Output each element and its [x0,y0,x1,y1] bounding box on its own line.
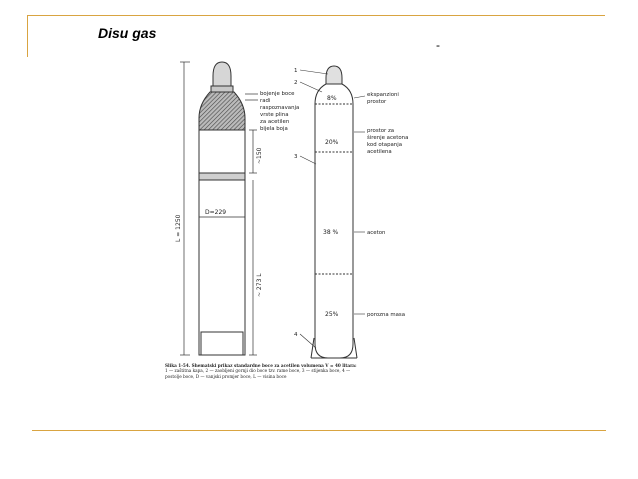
porous-mass-label: porozna masa [367,312,406,318]
stray-dash: - [436,38,440,52]
left-band [199,173,245,180]
figure-caption [165,363,430,379]
slide-title: Disu gas [98,25,157,41]
expansion-label: ekspanzioni [367,92,399,98]
expansion-label: prostor [367,99,387,105]
paint-note-line: bijela boja [260,126,288,132]
dissolve-label: acetilena [367,149,392,155]
acetone-label: aceton [367,230,386,236]
bottom-rule [32,430,606,431]
callout-number: 2 [294,80,298,86]
dissolve-label: kod otapanja [367,142,403,148]
percent-label: 38 % [323,229,339,236]
right-percent-labels [323,95,339,318]
paint-note [260,91,299,132]
percent-label: 25% [325,311,339,318]
caption-line: postolje boce, D — vanjski promjer boce, L — visina boce [165,373,287,379]
paint-note-line: za acetilen [260,119,290,125]
dim-top-label: ~150 [256,147,263,164]
paint-note-line: vrste plina [260,112,289,118]
percent-label: 20% [325,139,339,146]
callout-number: 4 [294,332,298,338]
left-base [201,332,243,355]
caption-line: Slika 1-54. Shematski prikaz standardne boce za acetilen volumena V = 40 litara: [165,363,357,368]
acetylene-cylinder-figure [150,52,450,397]
dissolve-label: prostor za [367,128,395,134]
left-cap [213,62,231,86]
left-neck [211,86,233,92]
right-base [311,338,357,358]
right-callout-lines [300,70,365,348]
right-side-labels [367,92,408,318]
paint-note-line: bojenje boce [260,91,295,97]
left-body [199,130,245,355]
percent-label: 8% [327,95,337,102]
dim-lower-label: ~ 273 L [256,273,263,297]
right-cap [326,66,342,84]
callout-number: 3 [294,154,298,160]
left-shoulder-paint [199,92,245,130]
caption-line: 1 — zaštitna kapa, 2 — zaobljeni gornji dio boce tzv. rame boce, 3 — stijenka boce, 4 — [165,368,351,374]
dim-length-label: L = 1250 [175,214,182,242]
left-accent-bar [27,15,28,57]
callout-number: 1 [294,68,298,74]
dim-diameter-label: D=229 [205,209,227,216]
paint-note-line: radi [260,98,271,104]
top-rule [27,15,605,16]
dissolve-label: širenje acetona [367,135,409,141]
paint-note-line: raspoznavanja [260,105,300,111]
